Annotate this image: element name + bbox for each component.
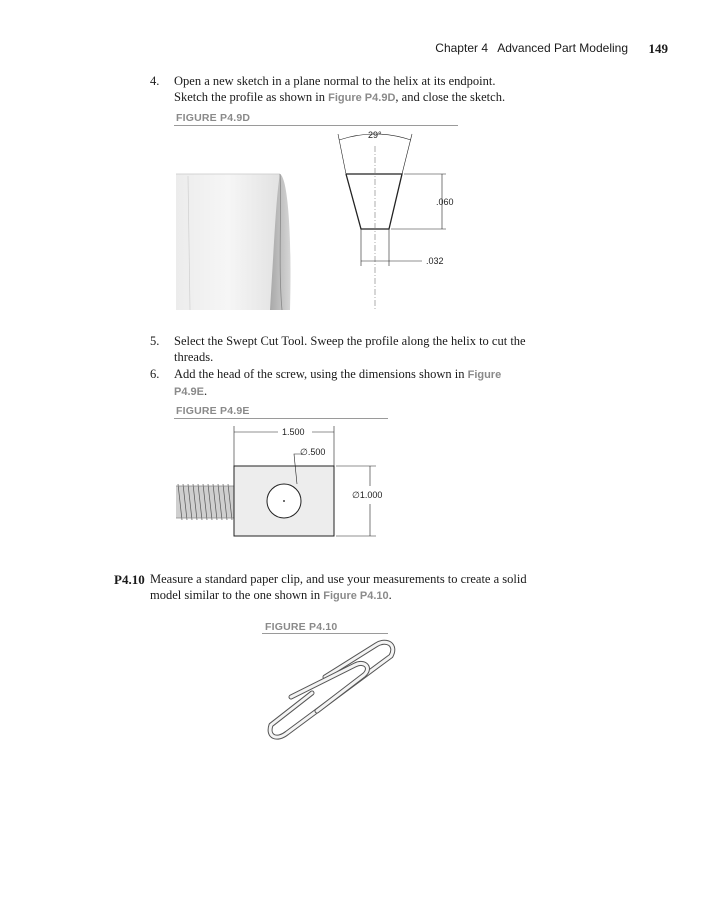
step-text-part: , and close the sketch. <box>395 89 506 104</box>
figure-ref-link[interactable]: Figure <box>467 369 502 381</box>
length-dimension: 1.500 <box>282 427 305 437</box>
screw-head <box>234 466 334 536</box>
step-number: 5. <box>150 334 160 348</box>
step-text-line2 <box>174 90 554 107</box>
hole-dimension: ∅.500 <box>300 447 326 457</box>
problem-text-part: . <box>388 587 392 602</box>
width-dimension: .032 <box>426 256 444 266</box>
chapter-title: Advanced Part Modeling <box>497 41 628 55</box>
paperclip-shape <box>270 642 393 737</box>
step-text-part: Add the head of the screw, using the dimensions shown in <box>174 367 465 381</box>
problem-text-line2 <box>150 588 570 605</box>
chapter-label: Chapter 4 <box>435 41 488 55</box>
problem-text-part: model similar to the one shown in <box>150 587 321 602</box>
figure-p49e <box>170 420 410 545</box>
figure-rule <box>262 633 388 634</box>
step-4 <box>150 74 570 106</box>
rod-shape <box>176 174 291 310</box>
page-number: 149 <box>648 41 668 56</box>
problem-id: P4.10 <box>114 572 145 587</box>
step-5 <box>150 334 570 366</box>
figure-p49d <box>170 126 470 316</box>
figure-label-p49d: FIGURE P4.9D <box>176 112 251 124</box>
diameter-dimension: ∅1.000 <box>352 490 383 500</box>
step-text: Open a new sketch in a plane normal to the helix at its endpoint. <box>174 74 496 88</box>
figure-ref-link[interactable]: P4.9E <box>174 385 204 398</box>
height-dimension: .060 <box>436 197 454 207</box>
step-text-line2 <box>174 384 554 401</box>
problem-text: Measure a standard paper clip, and use your measurements to create a solid <box>150 572 527 586</box>
step-text-part: Sketch the profile as shown in <box>174 89 326 104</box>
step-text-line2: threads. <box>174 349 214 364</box>
screw-threads <box>176 484 234 520</box>
step-6 <box>150 367 570 399</box>
problem-p410 <box>114 572 574 606</box>
step-text-part: . <box>203 383 208 398</box>
angle-dimension: 29° <box>368 130 382 140</box>
step-number: 4. <box>150 74 160 88</box>
figure-rule <box>174 418 388 419</box>
figure-label-p410: FIGURE P4.10 <box>265 621 338 633</box>
thread-profile <box>338 134 446 311</box>
figure-p410-paperclip <box>255 635 405 745</box>
step-text: Select the Swept Cut Tool. Sweep the profile along the helix to cut the <box>174 334 526 348</box>
figure-ref-link[interactable]: Figure P4.10 <box>323 589 389 602</box>
figure-ref-link[interactable]: Figure P4.9D <box>328 91 396 104</box>
figure-label-p49e: FIGURE P4.9E <box>176 405 250 417</box>
step-number: 6. <box>150 367 160 381</box>
step-text <box>174 367 554 384</box>
